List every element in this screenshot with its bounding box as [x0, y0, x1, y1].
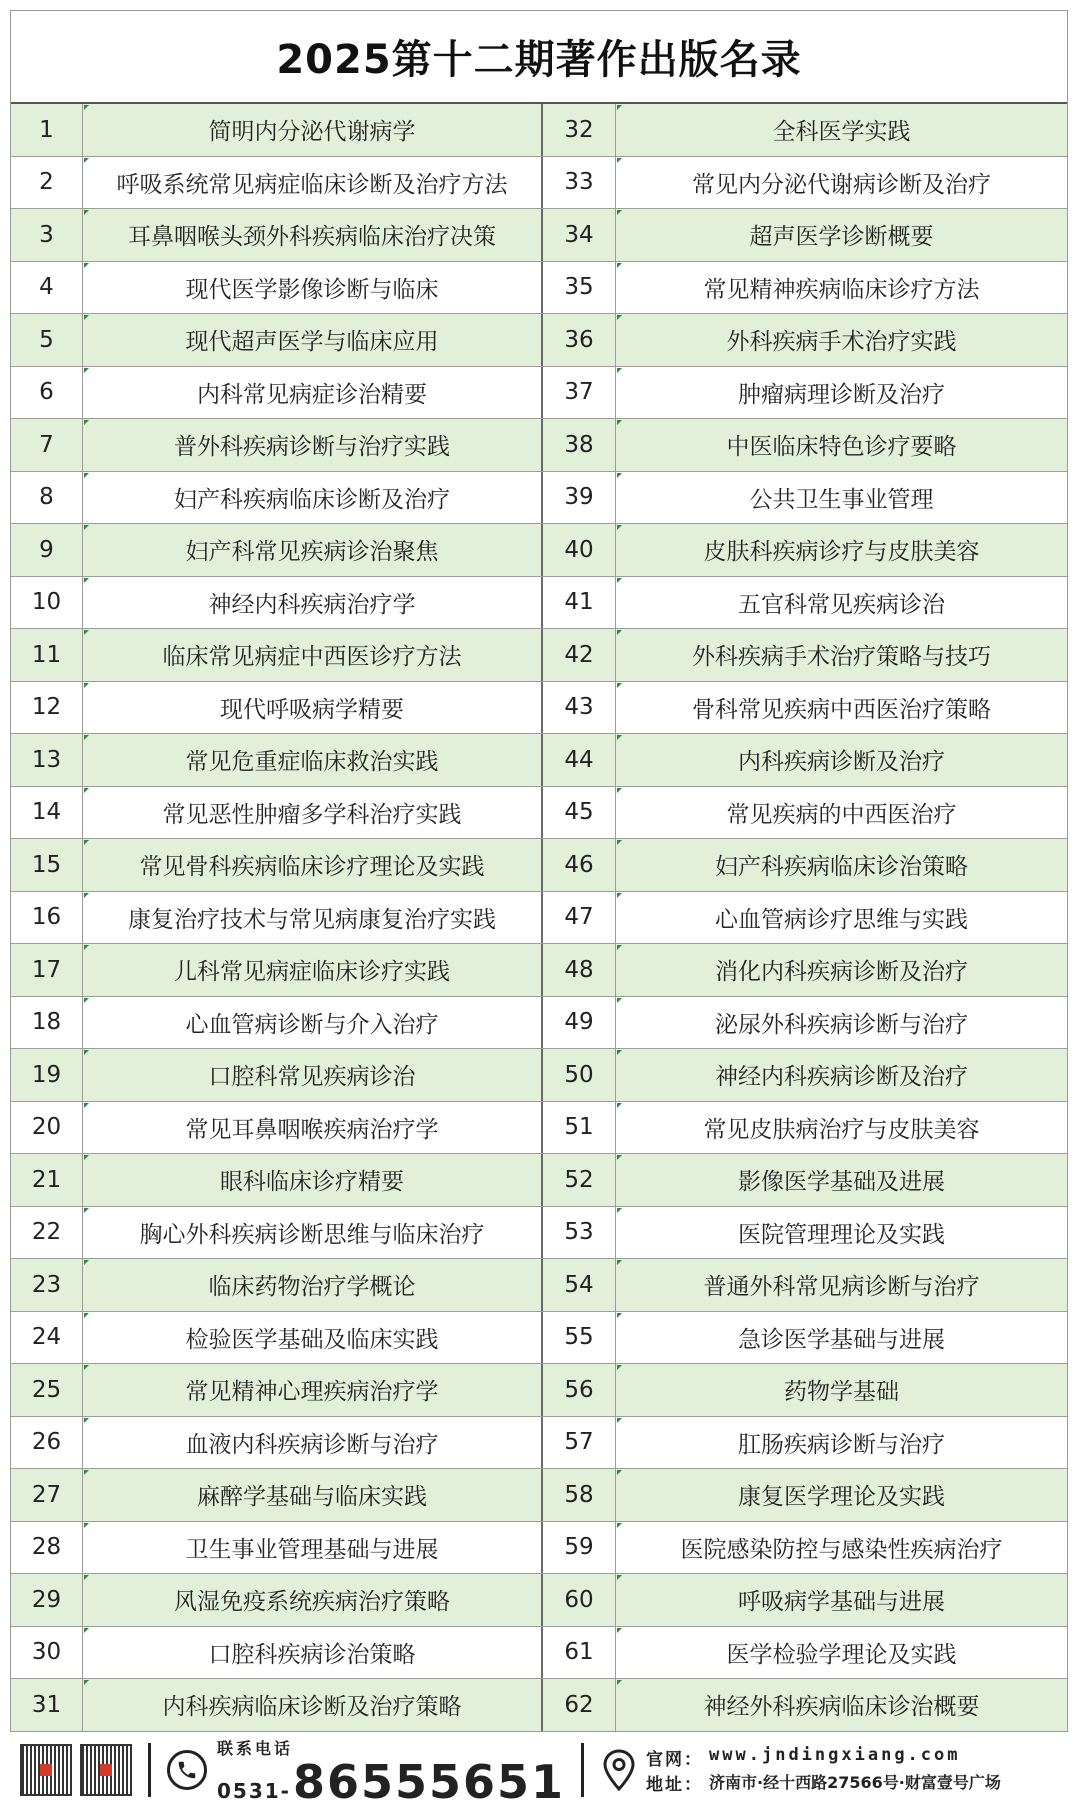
publication-table [11, 104, 1067, 1732]
row-number: 27 [11, 1469, 83, 1521]
book-title: 口腔科常见疾病诊治 [83, 1049, 543, 1101]
book-title: 神经内科疾病诊断及治疗 [616, 1049, 1067, 1101]
website-label: 官网： [646, 1750, 704, 1770]
row-number: 47 [543, 892, 616, 944]
table-row [11, 682, 1067, 735]
row-number: 61 [543, 1627, 616, 1679]
table-row [11, 787, 1067, 840]
table-row [11, 1522, 1067, 1575]
book-title: 神经外科疾病临床诊治概要 [616, 1679, 1067, 1731]
phone-line [217, 1754, 566, 1809]
book-title: 妇产科常见疾病诊治聚焦 [83, 524, 543, 576]
table-row [11, 1102, 1067, 1155]
address-label: 地址： [646, 1775, 704, 1795]
table-row [11, 1469, 1067, 1522]
book-title: 现代医学影像诊断与临床 [83, 262, 543, 314]
book-title: 常见疾病的中西医治疗 [616, 787, 1067, 839]
book-title: 儿科常见病症临床诊疗实践 [83, 944, 543, 996]
row-number: 62 [543, 1679, 616, 1731]
book-title: 卫生事业管理基础与进展 [83, 1522, 543, 1574]
book-title: 常见精神心理疾病治疗学 [83, 1364, 543, 1416]
table-row [11, 629, 1067, 682]
book-title: 现代呼吸病学精要 [83, 682, 543, 734]
book-title: 中医临床特色诊疗要略 [616, 419, 1067, 471]
row-number: 56 [543, 1364, 616, 1416]
table-row [11, 1259, 1067, 1312]
divider [148, 1743, 151, 1797]
table-row [11, 1574, 1067, 1627]
phone-number[interactable]: 86555651 [292, 1754, 566, 1809]
row-number: 18 [11, 997, 83, 1049]
row-number: 35 [543, 262, 616, 314]
row-number: 6 [11, 367, 83, 419]
book-title: 内科疾病诊断及治疗 [616, 734, 1067, 786]
table-row [11, 1679, 1067, 1732]
row-number: 10 [11, 577, 83, 629]
website-link[interactable]: www.jndingxiang.com [709, 1745, 961, 1765]
contact-label: 联系电话 [217, 1738, 294, 1758]
row-number: 4 [11, 262, 83, 314]
qr-code-icon [80, 1744, 132, 1796]
qr-code-icon [20, 1744, 72, 1796]
address-line [646, 1770, 1001, 1795]
book-title: 影像医学基础及进展 [616, 1154, 1067, 1206]
book-title: 泌尿外科疾病诊断与治疗 [616, 997, 1067, 1049]
row-number: 15 [11, 839, 83, 891]
book-title: 简明内分泌代谢病学 [83, 104, 543, 156]
table-row [11, 944, 1067, 997]
row-number: 5 [11, 314, 83, 366]
table-row [11, 1312, 1067, 1365]
book-title: 康复治疗技术与常见病康复治疗实践 [83, 892, 543, 944]
row-number: 17 [11, 944, 83, 996]
book-title: 普通外科常见病诊断与治疗 [616, 1259, 1067, 1311]
book-title: 急诊医学基础与进展 [616, 1312, 1067, 1364]
table-row [11, 524, 1067, 577]
book-title: 麻醉学基础与临床实践 [83, 1469, 543, 1521]
phone-icon [167, 1750, 207, 1790]
website-line [646, 1745, 1001, 1770]
row-number: 3 [11, 209, 83, 261]
publication-list-sheet [10, 10, 1068, 1732]
row-number: 37 [543, 367, 616, 419]
book-title: 耳鼻咽喉头颈外科疾病临床治疗决策 [83, 209, 543, 261]
contact-block [217, 1736, 566, 1809]
row-number: 52 [543, 1154, 616, 1206]
row-number: 30 [11, 1627, 83, 1679]
table-row [11, 1154, 1067, 1207]
row-number: 13 [11, 734, 83, 786]
row-number: 34 [543, 209, 616, 261]
row-number: 42 [543, 629, 616, 681]
table-row [11, 892, 1067, 945]
book-title: 现代超声医学与临床应用 [83, 314, 543, 366]
book-title: 药物学基础 [616, 1364, 1067, 1416]
table-row [11, 734, 1067, 787]
book-title: 内科常见病症诊治精要 [83, 367, 543, 419]
website-block [646, 1745, 1001, 1795]
book-title: 检验医学基础及临床实践 [83, 1312, 543, 1364]
table-row [11, 209, 1067, 262]
row-number: 22 [11, 1207, 83, 1259]
book-title: 常见恶性肿瘤多学科治疗实践 [83, 787, 543, 839]
table-row [11, 1364, 1067, 1417]
book-title: 公共卫生事业管理 [616, 472, 1067, 524]
book-title: 五官科常见疾病诊治 [616, 577, 1067, 629]
book-title: 心血管病诊疗思维与实践 [616, 892, 1067, 944]
row-number: 43 [543, 682, 616, 734]
row-number: 49 [543, 997, 616, 1049]
book-title: 临床药物治疗学概论 [83, 1259, 543, 1311]
book-title: 医院管理理论及实践 [616, 1207, 1067, 1259]
row-number: 36 [543, 314, 616, 366]
row-number: 1 [11, 104, 83, 156]
area-code: 0531- [217, 1778, 291, 1803]
row-number: 59 [543, 1522, 616, 1574]
book-title: 常见骨科疾病临床诊疗理论及实践 [83, 839, 543, 891]
row-number: 29 [11, 1574, 83, 1626]
book-title: 皮肤科疾病诊疗与皮肤美容 [616, 524, 1067, 576]
book-title: 常见皮肤病治疗与皮肤美容 [616, 1102, 1067, 1154]
row-number: 28 [11, 1522, 83, 1574]
row-number: 9 [11, 524, 83, 576]
book-title: 妇产科疾病临床诊断及治疗 [83, 472, 543, 524]
book-title: 常见内分泌代谢病诊断及治疗 [616, 157, 1067, 209]
book-title: 呼吸病学基础与进展 [616, 1574, 1067, 1626]
row-number: 2 [11, 157, 83, 209]
row-number: 40 [543, 524, 616, 576]
row-number: 54 [543, 1259, 616, 1311]
row-number: 45 [543, 787, 616, 839]
book-title: 超声医学诊断概要 [616, 209, 1067, 261]
row-number: 20 [11, 1102, 83, 1154]
book-title: 血液内科疾病诊断与治疗 [83, 1417, 543, 1469]
book-title: 医院感染防控与感染性疾病治疗 [616, 1522, 1067, 1574]
row-number: 46 [543, 839, 616, 891]
book-title: 常见耳鼻咽喉疾病治疗学 [83, 1102, 543, 1154]
row-number: 7 [11, 419, 83, 471]
book-title: 全科医学实践 [616, 104, 1067, 156]
row-number: 23 [11, 1259, 83, 1311]
row-number: 26 [11, 1417, 83, 1469]
book-title: 呼吸系统常见病症临床诊断及治疗方法 [83, 157, 543, 209]
row-number: 32 [543, 104, 616, 156]
row-number: 8 [11, 472, 83, 524]
row-number: 24 [11, 1312, 83, 1364]
book-title: 临床常见病症中西医诊疗方法 [83, 629, 543, 681]
book-title: 常见危重症临床救治实践 [83, 734, 543, 786]
table-row [11, 577, 1067, 630]
row-number: 48 [543, 944, 616, 996]
book-title: 肿瘤病理诊断及治疗 [616, 367, 1067, 419]
location-pin-icon [600, 1748, 638, 1792]
row-number: 60 [543, 1574, 616, 1626]
book-title: 口腔科疾病诊治策略 [83, 1627, 543, 1679]
row-number: 51 [543, 1102, 616, 1154]
book-title: 眼科临床诊疗精要 [83, 1154, 543, 1206]
book-title: 胸心外科疾病诊断思维与临床治疗 [83, 1207, 543, 1259]
row-number: 12 [11, 682, 83, 734]
row-number: 33 [543, 157, 616, 209]
table-row [11, 157, 1067, 210]
book-title: 内科疾病临床诊断及治疗策略 [83, 1679, 543, 1731]
table-row [11, 314, 1067, 367]
table-row [11, 1417, 1067, 1470]
footer-bar [10, 1732, 1068, 1808]
row-number: 19 [11, 1049, 83, 1101]
book-title: 风湿免疫系统疾病治疗策略 [83, 1574, 543, 1626]
row-number: 44 [543, 734, 616, 786]
book-title: 医学检验学理论及实践 [616, 1627, 1067, 1679]
table-row [11, 472, 1067, 525]
row-number: 38 [543, 419, 616, 471]
row-number: 53 [543, 1207, 616, 1259]
row-number: 41 [543, 577, 616, 629]
book-title: 妇产科疾病临床诊治策略 [616, 839, 1067, 891]
table-row [11, 839, 1067, 892]
divider [581, 1743, 584, 1797]
row-number: 16 [11, 892, 83, 944]
row-number: 31 [11, 1679, 83, 1731]
book-title: 普外科疾病诊断与治疗实践 [83, 419, 543, 471]
row-number: 14 [11, 787, 83, 839]
row-number: 57 [543, 1417, 616, 1469]
row-number: 39 [543, 472, 616, 524]
table-row [11, 419, 1067, 472]
row-number: 55 [543, 1312, 616, 1364]
row-number: 11 [11, 629, 83, 681]
row-number: 50 [543, 1049, 616, 1101]
row-number: 58 [543, 1469, 616, 1521]
book-title: 骨科常见疾病中西医治疗策略 [616, 682, 1067, 734]
page-title: 2025第十二期著作出版名录 [11, 11, 1067, 104]
table-row [11, 1049, 1067, 1102]
row-number: 21 [11, 1154, 83, 1206]
book-title: 消化内科疾病诊断及治疗 [616, 944, 1067, 996]
book-title: 外科疾病手术治疗策略与技巧 [616, 629, 1067, 681]
table-row [11, 997, 1067, 1050]
table-row [11, 1627, 1067, 1680]
book-title: 康复医学理论及实践 [616, 1469, 1067, 1521]
row-number: 25 [11, 1364, 83, 1416]
table-row [11, 1207, 1067, 1260]
book-title: 心血管病诊断与介入治疗 [83, 997, 543, 1049]
table-row [11, 367, 1067, 420]
book-title: 肛肠疾病诊断与治疗 [616, 1417, 1067, 1469]
book-title: 神经内科疾病治疗学 [83, 577, 543, 629]
book-title: 常见精神疾病临床诊疗方法 [616, 262, 1067, 314]
book-title: 外科疾病手术治疗实践 [616, 314, 1067, 366]
table-row [11, 104, 1067, 157]
address-text: 济南市·经十西路27566号·财富壹号广场 [709, 1773, 1001, 1792]
table-row [11, 262, 1067, 315]
